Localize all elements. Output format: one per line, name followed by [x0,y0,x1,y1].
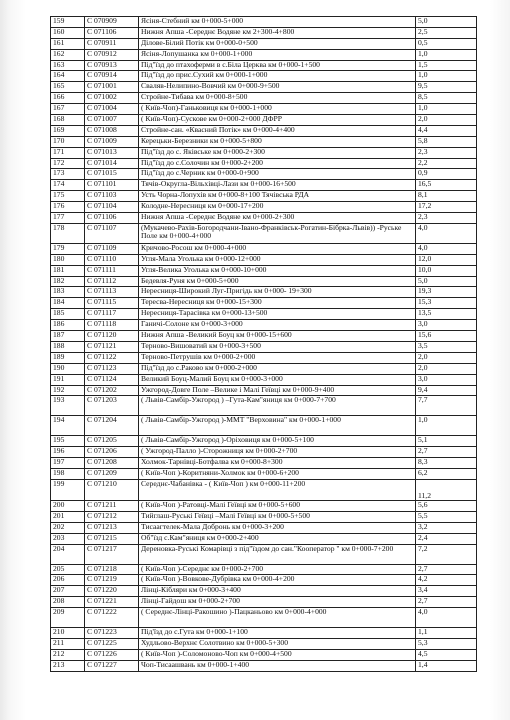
road-length-cell: 16,5 [416,180,477,191]
road-code-cell: C 071122 [85,352,139,363]
table-row [51,341,477,352]
road-length-cell: 1,0 [416,49,477,60]
row-number-cell: 186 [51,320,85,331]
row-number-cell: 169 [51,125,85,136]
row-number-cell: 199 [51,479,85,500]
road-length-cell: 9,5 [416,82,477,93]
table-row [51,597,477,608]
road-length-cell: 4,2 [416,575,477,586]
road-code-cell: C 071225 [85,638,139,649]
road-code-cell: C 071106 [85,213,139,224]
road-code-cell: C 071222 [85,608,139,628]
road-name-cell: Стройне-Тибава км 0+000-8+500 [139,93,416,104]
road-name-cell: Нижня Апша -Середнє Водяне км 2+300-4+800 [139,27,416,38]
road-code-cell: C 071112 [85,276,139,287]
road-name-cell: Усть Чорна-Лопухів км 0+000-8+100 Тячівська РДА [139,191,416,202]
road-length-cell: 15,3 [416,298,477,309]
road-code-cell: C 071203 [85,396,139,416]
row-number-cell: 203 [51,533,85,544]
road-length-cell: 12,0 [416,254,477,265]
road-name-cell: ( Київ-Чоп )-Соломоново-Чоп км 0+000-4+500 [139,649,416,660]
road-code-cell: C 071115 [85,298,139,309]
row-number-cell: 180 [51,254,85,265]
row-number-cell: 164 [51,71,85,82]
row-number-cell: 213 [51,660,85,671]
row-number-cell: 185 [51,309,85,320]
road-code-cell: C 071104 [85,202,139,213]
road-length-cell: 4,4 [416,125,477,136]
road-name-cell: Великий Боуц-Малий Боуц км 0+000-3+000 [139,374,416,385]
road-name-cell: Під"їзд до с.Солочин км 0+000-2+200 [139,158,416,169]
road-name-cell: ( Львів-Самбір-Ужгород )-ММТ "Верховина" км 0+000-1+000 [139,416,416,436]
road-code-cell: C 071223 [85,628,139,639]
road-name-cell: Угля-Мала Уголька км 0+000-12+000 [139,254,416,265]
road-code-cell: C 070912 [85,49,139,60]
road-length-cell: 2,5 [416,27,477,38]
road-length-cell: 3,5 [416,341,477,352]
road-code-cell: C 071204 [85,416,139,436]
table-row [51,511,477,522]
road-name-cell: Під"їзд до прис.Сухий км 0+000-1+000 [139,71,416,82]
road-code-cell: C 071217 [85,544,139,564]
table-row [51,136,477,147]
row-number-cell: 189 [51,352,85,363]
road-length-cell: 1,0 [416,104,477,115]
row-number-cell: 212 [51,649,85,660]
table-row [51,522,477,533]
road-code-cell: C 071208 [85,458,139,469]
table-row [51,287,477,298]
table-row [51,265,477,276]
road-length-cell: 2,3 [416,213,477,224]
roads-table [50,16,477,672]
table-row [51,447,477,458]
road-length-cell: 5,3 [416,638,477,649]
road-length-cell: 5,0 [416,17,477,28]
table-row [51,158,477,169]
road-code-cell: C 071007 [85,115,139,126]
row-number-cell: 198 [51,469,85,480]
row-number-cell: 163 [51,60,85,71]
row-number-cell: 177 [51,213,85,224]
road-code-cell: C 071103 [85,191,139,202]
row-number-cell: 183 [51,287,85,298]
row-number-cell: 181 [51,265,85,276]
road-name-cell: Кричово-Росош км 0+000-4+000 [139,243,416,254]
table-row [51,458,477,469]
road-name-cell: Тисаагтелек-Мала Добронь км 0+000-3+200 [139,522,416,533]
row-number-cell: 178 [51,223,85,243]
row-number-cell: 172 [51,158,85,169]
road-name-cell: Колодне-Нересниця км 0+000-17+200 [139,202,416,213]
row-number-cell: 192 [51,385,85,396]
road-length-cell: 3,0 [416,374,477,385]
road-name-cell: ( Київ-Чоп)-Ганьковиця км 0+000-1+000 [139,104,416,115]
road-code-cell: C 071109 [85,243,139,254]
road-name-cell: Нересниця-Тарасівка км 0+000-13+500 [139,309,416,320]
road-length-cell: 8,3 [416,458,477,469]
road-name-cell: Тересва-Нересниця км 0+000-15+300 [139,298,416,309]
road-name-cell: Нересниця-Широкий Луг-Пригідь км 0+000- 19+300 [139,287,416,298]
road-code-cell: C 071205 [85,436,139,447]
road-length-cell: 2,0 [416,115,477,126]
road-name-cell: Дереновка-Руські Комарівці з під"їздом до сан."Кооператор " км 0+000-7+200 [139,544,416,564]
road-code-cell: C 071002 [85,93,139,104]
road-code-cell: C 071210 [85,479,139,500]
road-length-cell: 2,7 [416,564,477,575]
road-code-cell: C 071213 [85,522,139,533]
row-number-cell: 179 [51,243,85,254]
road-length-cell: 2,4 [416,533,477,544]
road-code-cell: C 070909 [85,17,139,28]
road-name-cell: Сваляв-Нелипино-Вовчий км 0+000-9+500 [139,82,416,93]
road-code-cell: C 071106 [85,27,139,38]
row-number-cell: 171 [51,147,85,158]
road-length-cell: 2,0 [416,352,477,363]
row-number-cell: 159 [51,17,85,28]
road-code-cell: C 071124 [85,374,139,385]
road-length-cell: 3,4 [416,586,477,597]
table-row [51,17,477,28]
road-length-cell: 1,0 [416,416,477,436]
table-row [51,49,477,60]
road-name-cell: Стройне-сан. «Квасний Потік» км 0+000-4+400 [139,125,416,136]
road-code-cell: C 071014 [85,158,139,169]
table-row [51,115,477,126]
road-name-cell: Чоп-Тисаашвань км 0+000-1+400 [139,660,416,671]
road-length-cell: 0,9 [416,169,477,180]
road-name-cell: Ясіня-Стебний км 0+000-5+000 [139,17,416,28]
table-row [51,608,477,628]
row-number-cell: 205 [51,564,85,575]
road-name-cell: Лінці-Кібляри км 0+000-3+400 [139,586,416,597]
row-number-cell: 204 [51,544,85,564]
road-length-cell: 7,2 [416,544,477,564]
road-code-cell: C 070913 [85,60,139,71]
road-code-cell: C 071227 [85,660,139,671]
road-length-cell: 2,7 [416,447,477,458]
road-name-cell: Ужгород-Довге Поле –Велике і Малі Геївці км 0+000-9+400 [139,385,416,396]
table-row [51,320,477,331]
road-name-cell: Нижня Апша -Середнє Водяне км 0+000-2+300 [139,213,416,224]
table-row [51,298,477,309]
table-row [51,125,477,136]
road-length-cell: 2,7 [416,597,477,608]
table-row [51,575,477,586]
road-length-cell: 1,0 [416,71,477,82]
table-row [51,276,477,287]
road-name-cell: ( Київ-Чоп )-Середнє км 0+000-2+700 [139,564,416,575]
road-name-cell: ( Київ-Чоп )-Вовкове-Дубрівка км 0+000-4+200 [139,575,416,586]
road-length-cell: 6,2 [416,469,477,480]
road-code-cell: C 071009 [85,136,139,147]
row-number-cell: 200 [51,500,85,511]
road-length-cell: 4,0 [416,223,477,243]
road-length-cell: 15,6 [416,331,477,342]
row-number-cell: 197 [51,458,85,469]
road-code-cell: C 071110 [85,254,139,265]
road-name-cell: Терново-Вишоватий км 0+000-3+500 [139,341,416,352]
row-number-cell: 188 [51,341,85,352]
table-row [51,71,477,82]
table-row [51,202,477,213]
road-length-cell: 5,1 [416,436,477,447]
row-number-cell: 166 [51,93,85,104]
table-row [51,469,477,480]
table-row [51,660,477,671]
road-name-cell: Під"їзд до с.Раково км 0+000-2+000 [139,363,416,374]
row-number-cell: 174 [51,180,85,191]
road-code-cell: C 071111 [85,265,139,276]
road-code-cell: C 071218 [85,564,139,575]
road-code-cell: C 071202 [85,385,139,396]
table-row [51,638,477,649]
table-row [51,544,477,564]
table-row [51,213,477,224]
table-row [51,479,477,500]
road-length-cell: 5,5 [416,511,477,522]
row-number-cell: 190 [51,363,85,374]
road-length-cell: 1,1 [416,628,477,639]
table-row [51,147,477,158]
table-row [51,38,477,49]
table-row [51,27,477,38]
road-code-cell: C 071206 [85,447,139,458]
row-number-cell: 207 [51,586,85,597]
road-name-cell: Ганичі-Солоне км 0+000-3+000 [139,320,416,331]
road-length-cell: 2,3 [416,147,477,158]
road-length-cell: 2,0 [416,363,477,374]
row-number-cell: 168 [51,115,85,126]
road-name-cell: ( Київ-Чоп)-Сускове км 0+000-2+000 ДФРР [139,115,416,126]
row-number-cell: 196 [51,447,85,458]
road-name-cell: Лінці-Гайдош км 0+000-2+700 [139,597,416,608]
table-row [51,396,477,416]
table-row [51,82,477,93]
road-length-cell: 8,5 [416,93,477,104]
road-length-cell: 5,6 [416,500,477,511]
row-number-cell: 173 [51,169,85,180]
road-code-cell: C 071004 [85,104,139,115]
row-number-cell: 210 [51,628,85,639]
row-number-cell: 170 [51,136,85,147]
table-row [51,374,477,385]
road-code-cell: C 071120 [85,331,139,342]
road-length-cell: 5,0 [416,276,477,287]
table-row [51,352,477,363]
road-name-cell: ( Ужгород-Палло )-Сторожниця км 0+000-2+700 [139,447,416,458]
table-row [51,500,477,511]
table-row [51,436,477,447]
road-name-cell: Нижня Апша -Великий Боуц км 0+000-15+600 [139,331,416,342]
road-name-cell: Терново-Петрушів км 0+000-2+000 [139,352,416,363]
road-length-cell: 10,0 [416,265,477,276]
table-row [51,191,477,202]
road-code-cell: C 070914 [85,71,139,82]
road-length-cell: 4,5 [416,649,477,660]
row-number-cell: 160 [51,27,85,38]
road-code-cell: C 071001 [85,82,139,93]
table-row [51,254,477,265]
row-number-cell: 195 [51,436,85,447]
road-length-cell: 4,0 [416,243,477,254]
road-length-cell: 5,8 [416,136,477,147]
road-code-cell: C 071221 [85,597,139,608]
table-row [51,416,477,436]
road-code-cell: C 071117 [85,309,139,320]
table-row [51,243,477,254]
road-length-cell: 0,5 [416,38,477,49]
row-number-cell: 201 [51,511,85,522]
road-name-cell: Ясіня-Лопушанка км 0+000-1+000 [139,49,416,60]
road-code-cell: C 071008 [85,125,139,136]
road-name-cell: (Мукачево-Рахів-Богородчани-Івано-Франківськ-Рогатин-Бібрка-Львів)) -Руське Поле км 0+000-4+000 [139,223,416,243]
row-number-cell: 187 [51,331,85,342]
row-number-cell: 202 [51,522,85,533]
row-number-cell: 194 [51,416,85,436]
table-row [51,93,477,104]
road-code-cell: C 071209 [85,469,139,480]
road-code-cell: C 071107 [85,223,139,243]
road-code-cell: C 071013 [85,147,139,158]
row-number-cell: 175 [51,191,85,202]
road-code-cell: C 071211 [85,500,139,511]
road-code-cell: C 071219 [85,575,139,586]
road-length-cell: 8,1 [416,191,477,202]
row-number-cell: 165 [51,82,85,93]
row-number-cell: 209 [51,608,85,628]
table-row [51,169,477,180]
roads-table-body [51,17,477,672]
row-number-cell: 191 [51,374,85,385]
table-row [51,363,477,374]
row-number-cell: 176 [51,202,85,213]
road-code-cell: C 071118 [85,320,139,331]
road-name-cell: Ділове-Білий Потік км 0+000-0+500 [139,38,416,49]
row-number-cell: 208 [51,597,85,608]
road-name-cell: ( Київ-Чоп )-Ратовці-Малі Геївці км 0+000-5+600 [139,500,416,511]
table-row [51,586,477,597]
road-name-cell: Бедевля-Руня км 0+000-5+000 [139,276,416,287]
row-number-cell: 161 [51,38,85,49]
road-code-cell: C 070911 [85,38,139,49]
road-name-cell: Холмок-Тарнівці-Ботфалва км 0+000-8+300 [139,458,416,469]
row-number-cell: 182 [51,276,85,287]
road-length-cell: 4,0 [416,608,477,628]
road-length-cell: 13,5 [416,309,477,320]
road-length-cell: 3,2 [416,522,477,533]
table-row [51,385,477,396]
road-code-cell: C 071212 [85,511,139,522]
road-length-cell: 1,5 [416,60,477,71]
road-name-cell: Тийглаш-Руські Геївці –Малі Геївці км 0+000-5+500 [139,511,416,522]
road-name-cell: Тячів-Округла-Вільхівці-Лази км 0+000-16+500 [139,180,416,191]
table-row [51,628,477,639]
table-row [51,180,477,191]
table-row [51,564,477,575]
row-number-cell: 206 [51,575,85,586]
road-code-cell: C 071215 [85,533,139,544]
road-name-cell: Під"їзд до с. Яківське км 0+000-2+300 [139,147,416,158]
row-number-cell: 162 [51,49,85,60]
road-code-cell: C 071226 [85,649,139,660]
road-name-cell: Угля-Велика Уголька км 0+000-10+000 [139,265,416,276]
table-row [51,60,477,71]
road-name-cell: Середнє-Чабанівка - ( Київ-Чоп ) км 0+000-11+200 [139,479,416,500]
row-number-cell: 193 [51,396,85,416]
table-row [51,331,477,342]
road-name-cell: ( Львів-Самбір-Ужгород ) –Гута-Кам"яниця км 0+000-7+700 [139,396,416,416]
road-code-cell: C 071121 [85,341,139,352]
road-code-cell: C 071015 [85,169,139,180]
road-length-cell: 3,0 [416,320,477,331]
road-length-cell: 11,2 [416,479,477,500]
road-length-cell: 1,4 [416,660,477,671]
road-length-cell: 9,4 [416,385,477,396]
road-length-cell: 2,2 [416,158,477,169]
road-name-cell: Об"їзд с.Кам"яниця км 0+000-2+400 [139,533,416,544]
road-name-cell: Керецьки-Березники км 0+000-5+800 [139,136,416,147]
road-name-cell: ( Львів-Самбір-Ужгород )-Оріховиця км 0+000-5+100 [139,436,416,447]
road-length-cell: 7,7 [416,396,477,416]
road-name-cell: Під"їзд до птахоферми в с.Біла Церква км 0+000-1+500 [139,60,416,71]
table-row [51,649,477,660]
row-number-cell: 184 [51,298,85,309]
table-row [51,309,477,320]
road-name-cell: Під'їзд до с.Гута км 0+000-1+100 [139,628,416,639]
row-number-cell: 211 [51,638,85,649]
table-row [51,104,477,115]
road-code-cell: C 071123 [85,363,139,374]
road-length-cell: 19,3 [416,287,477,298]
road-name-cell: Худльово-Верхнє Солотвино км 0+000-5+300 [139,638,416,649]
table-row [51,223,477,243]
road-code-cell: C 071113 [85,287,139,298]
road-name-cell: ( Київ-Чоп )-Коритняни-Холмок км 0+000-6+200 [139,469,416,480]
road-name-cell: ( Середнє-Лінці-Ракошино )-Пацканьово км 0+000-4+000 [139,608,416,628]
row-number-cell: 167 [51,104,85,115]
road-code-cell: C 071220 [85,586,139,597]
road-code-cell: C 071101 [85,180,139,191]
road-length-cell: 17,2 [416,202,477,213]
table-row [51,533,477,544]
road-name-cell: Під"їзд до с.Черник км 0+000-0+900 [139,169,416,180]
